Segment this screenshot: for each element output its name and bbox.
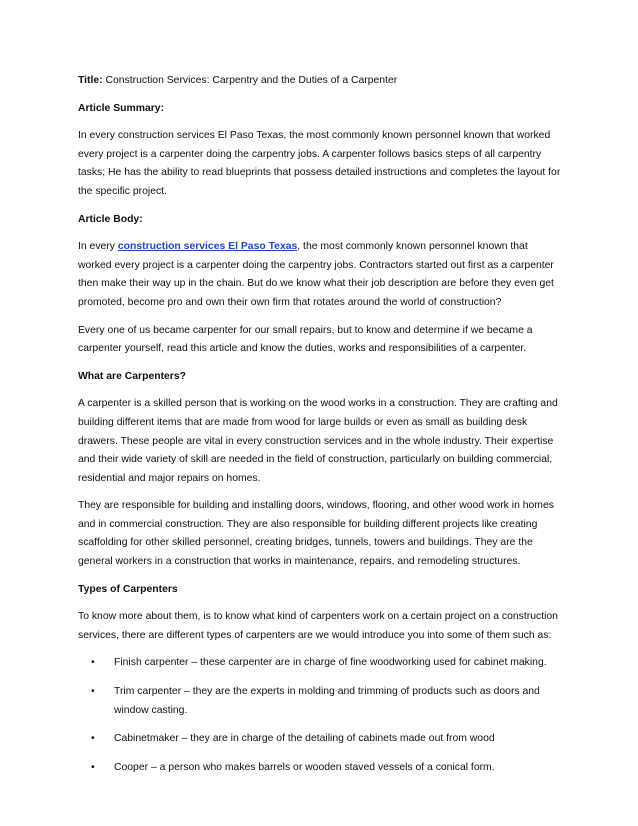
body-heading: Article Body: <box>78 213 143 225</box>
list-item <box>91 654 564 673</box>
list-item <box>91 759 564 778</box>
list-item <box>91 730 564 749</box>
list-item-text: Cooper – a person who makes barrels or wooden staved vessels of a conical form. <box>114 761 495 773</box>
construction-services-link[interactable]: construction services El Paso Texas <box>117 241 298 253</box>
carpenter-types-list <box>78 654 564 777</box>
document-page <box>78 72 564 787</box>
body-p1-after: , the most commonly known personnel known that worked every project is a carpenter doing the carpentry jobs. Contractors started out first as a carpenter then make their way up in the chain. But do we know what their job description are before they even get promoted, become pro and own their own firm that rotates around the world of construction? <box>78 241 554 308</box>
list-item-text: Trim carpenter – they are the experts in molding and trimming of products such as doors and window casting. <box>114 686 540 716</box>
bullet-icon: • <box>91 733 95 745</box>
title-label: Title: <box>78 75 103 86</box>
what-heading: What are Carpenters? <box>78 370 186 382</box>
body-paragraph-1 <box>78 238 564 312</box>
body-paragraph-2: Every one of us became carpenter for our small repairs, but to know and determine if we became a carpenter yourself, read this article and know the duties, works and responsibilities of a carpenter. <box>78 324 533 355</box>
bullet-icon: • <box>91 657 95 669</box>
types-heading: Types of Carpenters <box>78 583 178 595</box>
title-line <box>78 72 564 91</box>
what-paragraph-1: A carpenter is a skilled person that is working on the wood works in a construction. They are crafting and building different items that are made from wood for large builds or even as small as building desk drawers. These people are vital in every construction services and in the whole industry. Their expertise and their wide variety of skill are needed in the field of construction, particularly on building commercial, residential and major repairs on homes. <box>78 398 558 484</box>
summary-heading: Article Summary: <box>78 102 165 114</box>
types-intro: To know more about them, is to know what kind of carpenters work on a certain project on a construction services, there are different types of carpenters are we would introduce you into some of them such as: <box>78 611 558 641</box>
body-p1-before: In every <box>78 241 118 253</box>
list-item <box>91 683 564 720</box>
summary-paragraph: In every construction services El Paso Texas, the most commonly known personnel known that worked every project is a carpenter doing the carpentry jobs. A carpenter follows basics steps of all carpentry tasks; He has the ability to read blueprints that possess detailed instructions and completes the layout for the specific project. <box>78 130 561 197</box>
what-paragraph-2: They are responsible for building and installing doors, windows, flooring, and other wood work in homes and in commercial construction. They are also responsible for building different projects like creating scaffolding for other skilled personnel, creating bridges, tunnels, towers and buildings. They are the general workers in a construction that works in maintenance, repairs, and remodeling structures. <box>78 500 554 568</box>
title-text: Construction Services: Carpentry and the Duties of a Carpenter <box>102 75 398 86</box>
bullet-icon: • <box>91 686 95 698</box>
list-item-text: Finish carpenter – these carpenter are in charge of fine woodworking used for cabinet making. <box>114 657 547 669</box>
bullet-icon: • <box>91 761 95 773</box>
list-item-text: Cabinetmaker – they are in charge of the detailing of cabinets made out from wood <box>114 733 495 745</box>
